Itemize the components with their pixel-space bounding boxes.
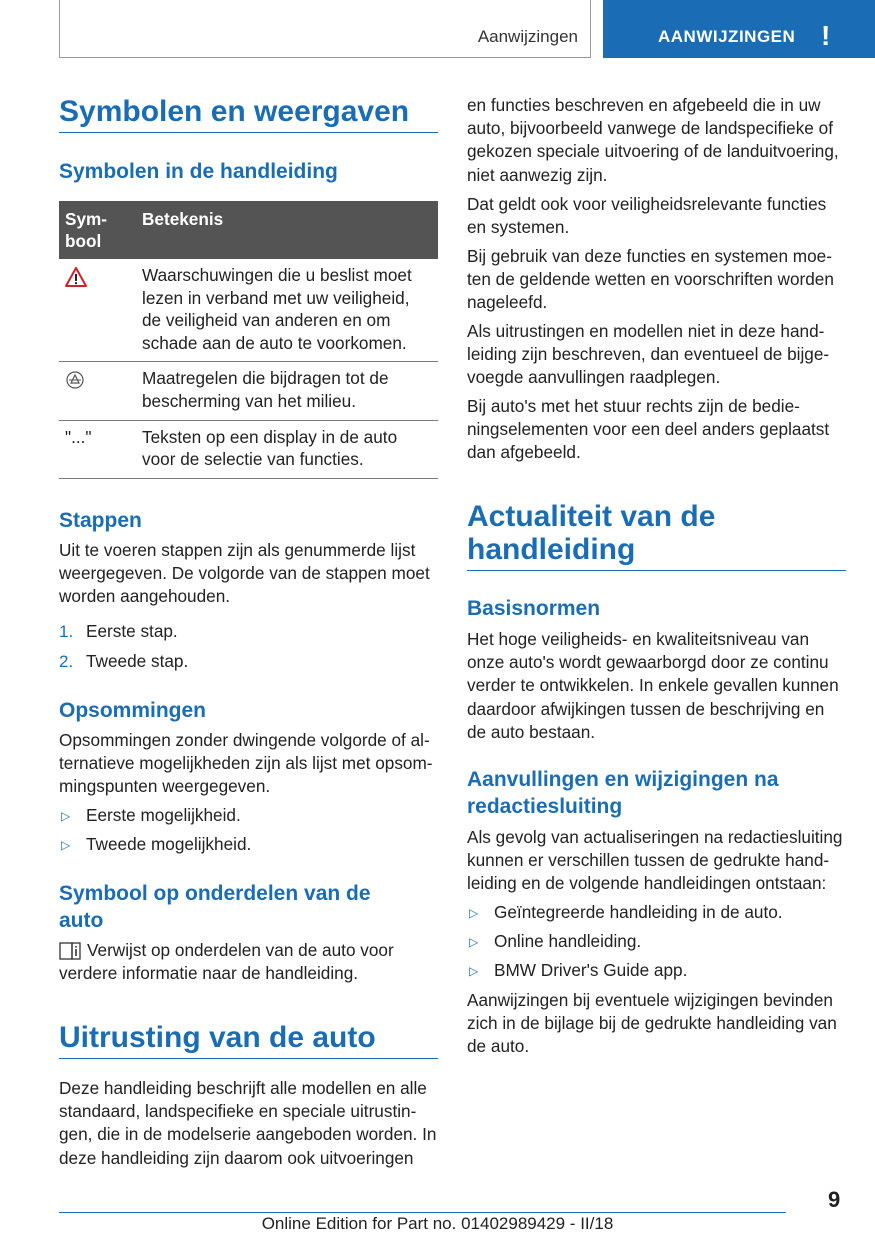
- symbols-table: [59, 201, 438, 479]
- triangle-bullet-icon: ▷: [469, 906, 479, 920]
- title-rule: [467, 570, 846, 571]
- steps-text: Uit te voeren stappen zijn als genummerde lijst weergegeven. De volgorde van de stappen moet worden aangehouden.: [59, 540, 430, 607]
- triangle-bullet-icon: ▷: [469, 935, 479, 949]
- paragraph: Dat geldt ook voor veiligheidsrelevante functies en systemen.: [467, 194, 827, 238]
- supplement-item-text: BMW Driver's Guide app.: [494, 960, 688, 980]
- basics-heading: Basisnormen: [467, 597, 601, 620]
- supplement-item-text: Online handleiding.: [494, 931, 642, 951]
- closing-text: Aanwijzingen bij eventuele wijzigingen bevinden zich in de bijlage bij de gedrukte handleiding van de auto.: [467, 990, 837, 1057]
- parts-heading: Symbool op onderdelen van de auto: [59, 882, 371, 932]
- table-row: [59, 362, 438, 420]
- triangle-bullet-icon: ▷: [469, 964, 479, 978]
- triangle-bullet-icon: ▷: [61, 838, 71, 852]
- equipment-title: Uitrusting van de auto: [59, 1021, 376, 1054]
- step-number: 1.: [59, 622, 74, 641]
- parts-text: Verwijst op onderdelen van de auto voor verdere informatie naar de handleiding.: [59, 940, 394, 984]
- supplement-item-text: Geïntegreerde handleiding in de auto.: [494, 902, 783, 922]
- table-row-text: Waarschuwingen die u beslist moet lezen in verband met uw veiligheid, de veiligheid van anderen en om schade aan de auto te voorkomen.: [136, 259, 438, 362]
- header-box: [59, 0, 591, 58]
- title-rule: [59, 132, 438, 133]
- enum-item-text: Tweede mogelijkheid.: [86, 834, 252, 854]
- table-header-symbol: Sym- bool: [59, 201, 136, 259]
- step-number: 2.: [59, 652, 74, 671]
- table-row-text: Maatregelen die bijdragen tot de bescherming van het milieu.: [136, 362, 438, 420]
- table-row-text: Teksten op een display in de auto voor de selectie van functies.: [136, 420, 438, 478]
- paragraph: Bij auto's met het stuur rechts zijn de bedieningselementen voor een deel anders geplaatst dan afgebeeld.: [467, 396, 830, 463]
- step-text: Eerste stap.: [86, 621, 178, 641]
- enum-heading: Opsommingen: [59, 699, 207, 722]
- step-text: Tweede stap.: [86, 651, 189, 671]
- table-row: [59, 420, 438, 478]
- page-number: 9: [828, 1187, 841, 1212]
- supplements-heading: Aanvullingen en wijzigingen na redactiesluiting: [467, 768, 779, 818]
- table-header-meaning: Betekenis: [136, 201, 438, 259]
- triangle-bullet-icon: ▷: [61, 809, 71, 823]
- footer-rule: [59, 1212, 786, 1213]
- basics-text: Het hoge veiligheids- en kwaliteitsniveau van onze auto's wordt gewaarborgd door ze continu verder te ontwikkelen. In enkele gevallen kunnen daardoor afwijkingen tussen de beschrijving en de auto bestaan.: [467, 629, 839, 742]
- table-row-symbol: "...": [59, 420, 136, 478]
- symbols-title: Symbolen en weergaven: [59, 95, 410, 128]
- warning-triangle-icon: [65, 267, 87, 287]
- environment-icon: [65, 370, 85, 390]
- actuality-title: Actualiteit van de handleiding: [467, 500, 716, 566]
- section-label: Aanwijzingen: [477, 27, 578, 46]
- paragraph: en functies beschreven en afgebeeld die in uw auto, bijvoorbeeld vanwege de landspecifieke of gekozen speciale uitvoering of de landuitvoering, niet aanwezig zijn.: [467, 95, 839, 185]
- chapter-tab-label: AANWIJZINGEN: [658, 27, 796, 46]
- exclamation-icon: !: [821, 20, 831, 51]
- chapter-tab[interactable]: [603, 0, 875, 58]
- table-row: [59, 259, 438, 362]
- paragraph: Bij gebruik van deze functies en systemen moeten de geldende wetten en voorschriften worden nageleefd.: [467, 246, 834, 313]
- enum-item-text: Eerste mogelijkheid.: [86, 805, 241, 825]
- equipment-text: Deze handleiding beschrijft alle modellen en alle standaard, landspecifieke en speciale uitrustingen, die in de modelserie aangeboden worden. In deze handleiding zijn daarom ook uitvoeringen: [59, 1078, 437, 1168]
- manual-symbols-heading: Symbolen in de handleiding: [59, 160, 338, 183]
- supplements-text: Als gevolg van actualiseringen na redactiesluiting kunnen er verschillen tussen de gedrukte handleiding en de volgende handleidingen ontstaan:: [467, 827, 843, 894]
- title-rule: [59, 1058, 438, 1059]
- enum-text: Opsommingen zonder dwingende volgorde of alternatieve mogelijkheden zijn als lijst met opsommingspunten weergegeven.: [59, 730, 433, 797]
- edition-text: Online Edition for Part no. 01402989429 - II/18: [261, 1214, 614, 1233]
- steps-heading: Stappen: [59, 509, 142, 532]
- paragraph: Als uitrustingen en modellen niet in deze handleiding zijn beschreven, dan eventueel de bijgevoegde aanvullingen raadplegen.: [467, 321, 830, 388]
